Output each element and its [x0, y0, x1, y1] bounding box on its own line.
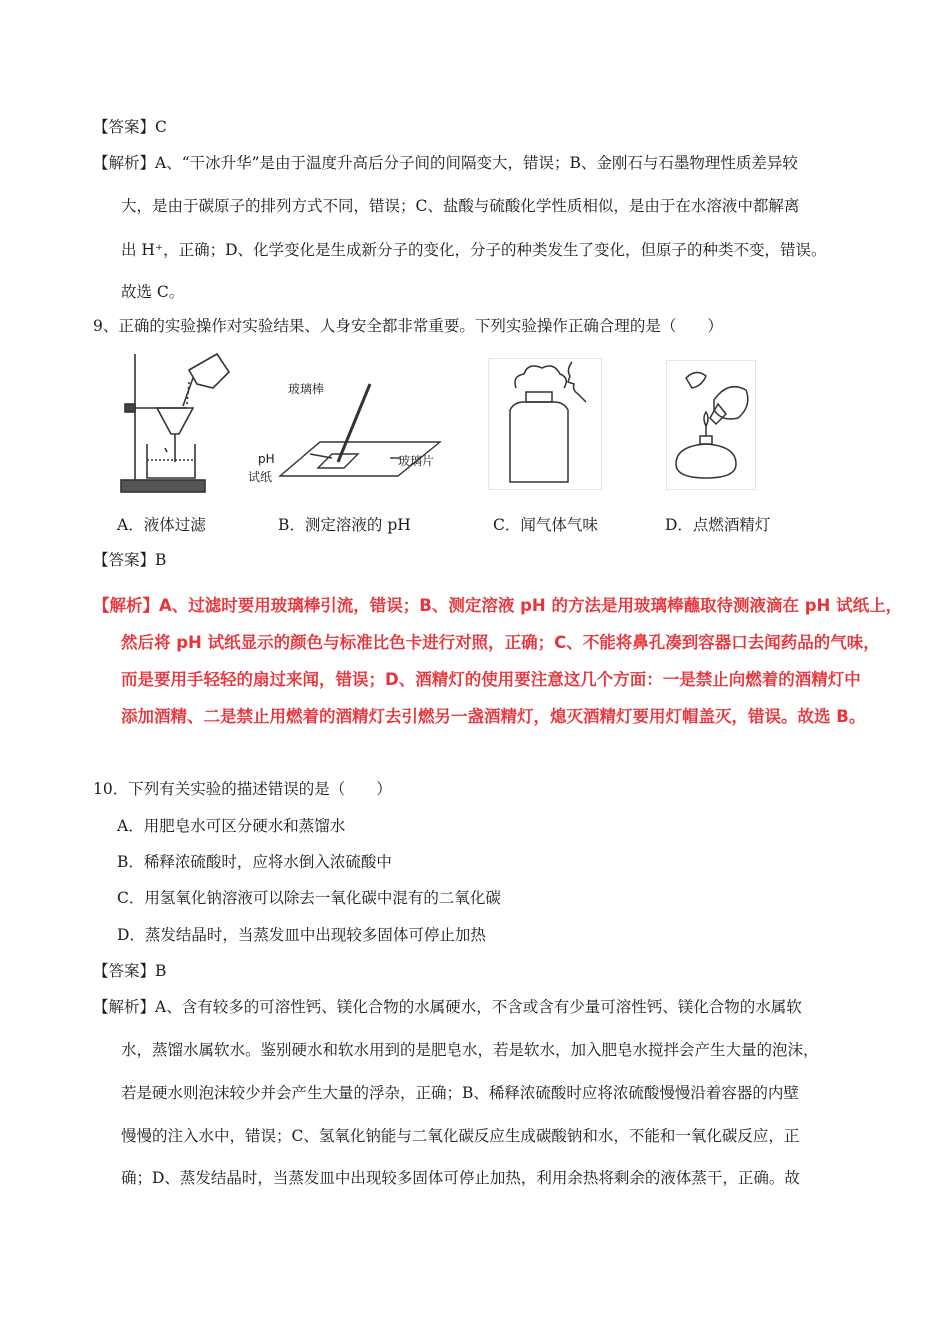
analysis-10-line-5: 确；D、蒸发结晶时，当蒸发皿中出现较多固体可停止加热，利用余热将剩余的液体蒸干，正确。故 [121, 1169, 800, 1187]
option-9b: B．测定溶液的 pH [278, 516, 411, 534]
option-10b: B．稀释浓硫酸时，应将水倒入浓硫酸中 [117, 853, 392, 871]
analysis-10-line-2: 水，蒸馏水属软水。鉴别硬水和软水用到的是肥皂水，若是软水，加入肥皂水搅拌会产生大量的泡沫， [121, 1041, 819, 1059]
analysis-8-line-3: 出 H⁺，正确；D、化学变化是生成新分子的变化，分子的种类发生了变化，但原子的种类不变，错误。 [121, 241, 827, 259]
analysis-8-line-1: 【解析】A、“干冰升华”是由于温度升高后分子间的间隔变大，错误；B、金刚石与石墨物理性质差异较 [93, 154, 798, 172]
analysis-9-line-3: 而是要用手轻轻的扇过来闻，错误；D、酒精灯的使用要注意这几个方面：一是禁止向燃着的酒精灯中 [121, 670, 861, 689]
analysis-8-line-2: 大，是由于碳原子的排列方式不同，错误；C、盐酸与硫酸化学性质相似，是由于在水溶液中都解离 [121, 197, 800, 215]
gas-bottle-smell-icon [488, 358, 602, 490]
analysis-9-line-1: 【解析】A、过滤时要用玻璃棒引流，错误；B、测定溶液 pH 的方法是用玻璃棒蘸取待测液滴在 pH 试纸上， [93, 596, 903, 615]
option-9a: A．液体过滤 [117, 516, 206, 534]
ph-label: pH [258, 452, 275, 466]
ph-test-figure [240, 376, 450, 486]
option-9c: C．闻气体气味 [493, 516, 598, 534]
analysis-10-line-1: 【解析】A、含有较多的可溶性钙、镁化合物的水属硬水，不含或含有少量可溶性钙、镁化合物的水属软 [93, 998, 802, 1016]
analysis-9-line-4: 添加酒精、二是禁止用燃着的酒精灯去引燃另一盏酒精灯，熄灭酒精灯要用灯帽盖灭，错误。故选 B。 [121, 707, 866, 726]
option-10a: A．用肥皂水可区分硬水和蒸馏水 [117, 817, 346, 835]
answer-9: 【答案】B [93, 551, 167, 569]
question-9-stem: 9、正确的实验操作对实验结果、人身安全都非常重要。下列实验操作正确合理的是（ ） [93, 317, 723, 335]
alcohol-lamp-lighting-icon [666, 360, 756, 490]
question-10-stem: 10．下列有关实验的描述错误的是（ ） [93, 780, 392, 798]
analysis-10-line-4: 慢慢的注入水中，错误；C、氢氧化钠能与二氧化碳反应生成碳酸钠和水，不能和一氧化碳反应，正 [121, 1127, 800, 1145]
analysis-8-line-4: 故选 C。 [121, 283, 185, 301]
test-paper-label: 试纸 [248, 470, 273, 484]
option-10c: C．用氢氧化钠溶液可以除去一氧化碳中混有的二氧化碳 [117, 889, 501, 907]
analysis-10-line-3: 若是硬水则泡沫较少并会产生大量的浮杂，正确；B、稀释浓硫酸时应将浓硫酸慢慢沿着容器的内壁 [121, 1084, 799, 1102]
option-10d: D．蒸发结晶时，当蒸发皿中出现较多固体可停止加热 [117, 926, 486, 944]
glass-rod-label: 玻璃棒 [288, 382, 325, 396]
option-9d: D．点燃酒精灯 [665, 516, 771, 534]
filtration-apparatus-icon [117, 348, 232, 496]
answer-10: 【答案】B [93, 962, 167, 980]
answer-8: 【答案】C [93, 118, 167, 136]
analysis-9-line-2: 然后将 pH 试纸显示的颜色与标准比色卡进行对照，正确；C、不能将鼻孔凑到容器口去闻药品的气味， [121, 633, 880, 652]
glass-slide-label: 玻璃片 [398, 454, 435, 468]
